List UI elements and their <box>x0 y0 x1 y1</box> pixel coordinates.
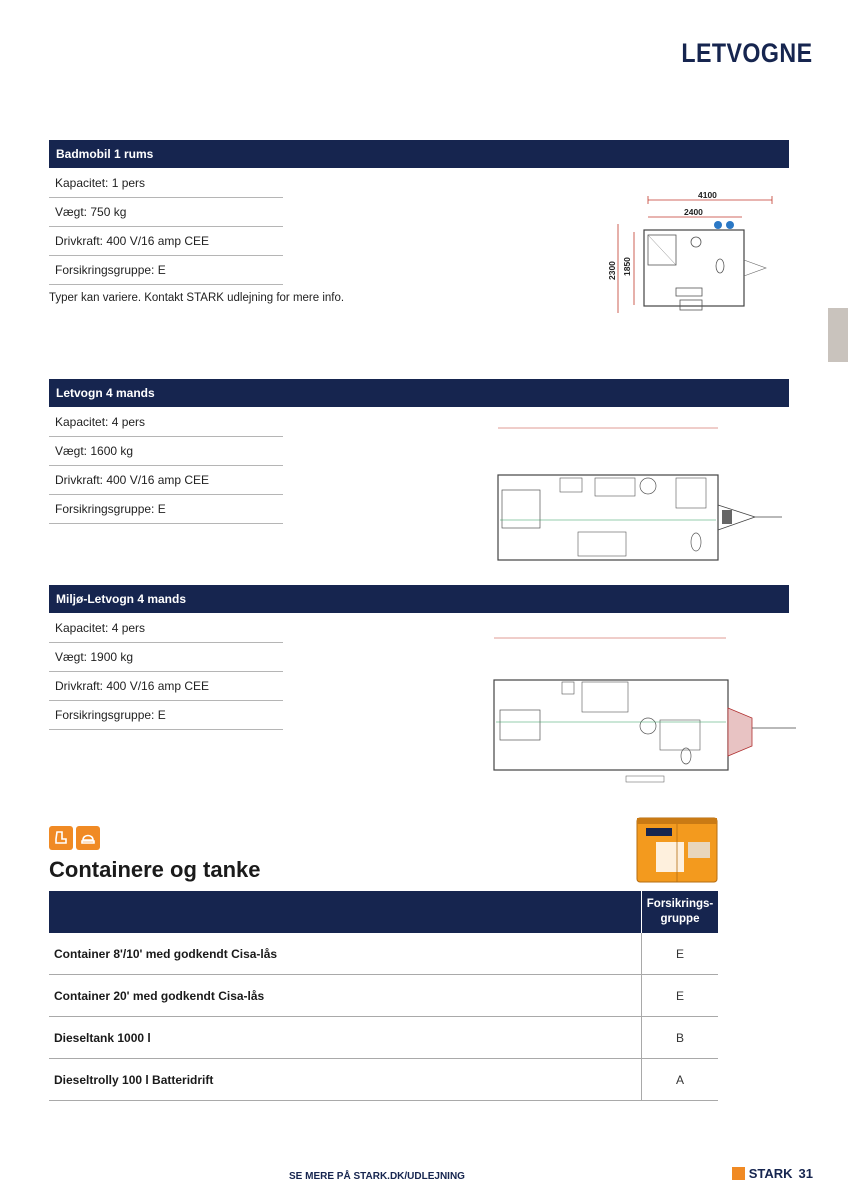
spec-row: Kapacitet: 4 pers <box>49 614 283 643</box>
dim-height-outer-label: 2300 <box>607 261 617 280</box>
row-name: Dieseltrolly 100 l Batteridrift <box>49 1059 642 1101</box>
row-name: Dieseltank 1000 l <box>49 1017 642 1059</box>
section-title-badmobil: Badmobil 1 rums <box>49 140 789 168</box>
spec-row: Forsikringsgruppe: E <box>49 495 283 524</box>
header-group-line2: gruppe <box>660 913 700 925</box>
section-title-letvogn: Letvogn 4 mands <box>49 379 789 407</box>
badmobil-floor-plan <box>600 188 780 318</box>
page-number: 31 <box>798 1166 813 1181</box>
section-title-miljo-letvogn: Miljø-Letvogn 4 mands <box>49 585 789 613</box>
side-tab <box>828 308 848 362</box>
table-row <box>49 1017 718 1059</box>
spec-row: Vægt: 1600 kg <box>49 437 283 466</box>
spec-row: Kapacitet: 1 pers <box>49 169 283 198</box>
spec-row: Forsikringsgruppe: E <box>49 701 283 730</box>
table-row <box>49 933 718 975</box>
spec-list-badmobil <box>49 169 283 285</box>
spec-list-letvogn <box>49 408 283 524</box>
miljo-letvogn-floor-plan <box>470 630 800 790</box>
spec-row: Forsikringsgruppe: E <box>49 256 283 285</box>
table-header-group <box>642 891 719 933</box>
row-group: A <box>642 1059 719 1101</box>
service-icons <box>49 826 100 850</box>
containers-table <box>49 891 718 1101</box>
spec-row: Kapacitet: 4 pers <box>49 408 283 437</box>
spec-row: Vægt: 750 kg <box>49 198 283 227</box>
letvogn-floor-plan <box>470 420 790 570</box>
row-name: Container 20' med godkendt Cisa-lås <box>49 975 642 1017</box>
helmet-icon <box>76 826 100 850</box>
diesel-tank-image <box>634 812 720 891</box>
boot-icon <box>49 826 73 850</box>
availability-note: Typer kan variere. Kontakt STARK udlejning for mere info. <box>49 292 345 304</box>
dim-height-inner-label: 1850 <box>622 257 632 276</box>
row-group: E <box>642 975 719 1017</box>
row-group: B <box>642 1017 719 1059</box>
brand-name: STARK <box>748 1166 793 1181</box>
page-title: LETVOGNE <box>681 38 813 68</box>
table-header-name <box>49 891 642 933</box>
spec-row: Drivkraft: 400 V/16 amp CEE <box>49 672 283 701</box>
table-row <box>49 975 718 1017</box>
stark-logo-icon <box>732 1167 745 1180</box>
footer-link[interactable]: SE MERE PÅ STARK.DK/UDLEJNING <box>289 1171 465 1182</box>
containers-title: Containere og tanke <box>49 857 261 882</box>
row-group: E <box>642 933 719 975</box>
row-name: Container 8'/10' med godkendt Cisa-lås <box>49 933 642 975</box>
dim-inner-label: 2400 <box>684 207 703 217</box>
spec-row: Vægt: 1900 kg <box>49 643 283 672</box>
spec-row: Drivkraft: 400 V/16 amp CEE <box>49 227 283 256</box>
spec-row: Drivkraft: 400 V/16 amp CEE <box>49 466 283 495</box>
table-row <box>49 1059 718 1101</box>
spec-list-miljo-letvogn <box>49 614 283 730</box>
header-group-line1: Forsikrings- <box>646 898 714 910</box>
dim-outer-label: 4100 <box>698 190 717 200</box>
footer-brand <box>732 1166 813 1181</box>
